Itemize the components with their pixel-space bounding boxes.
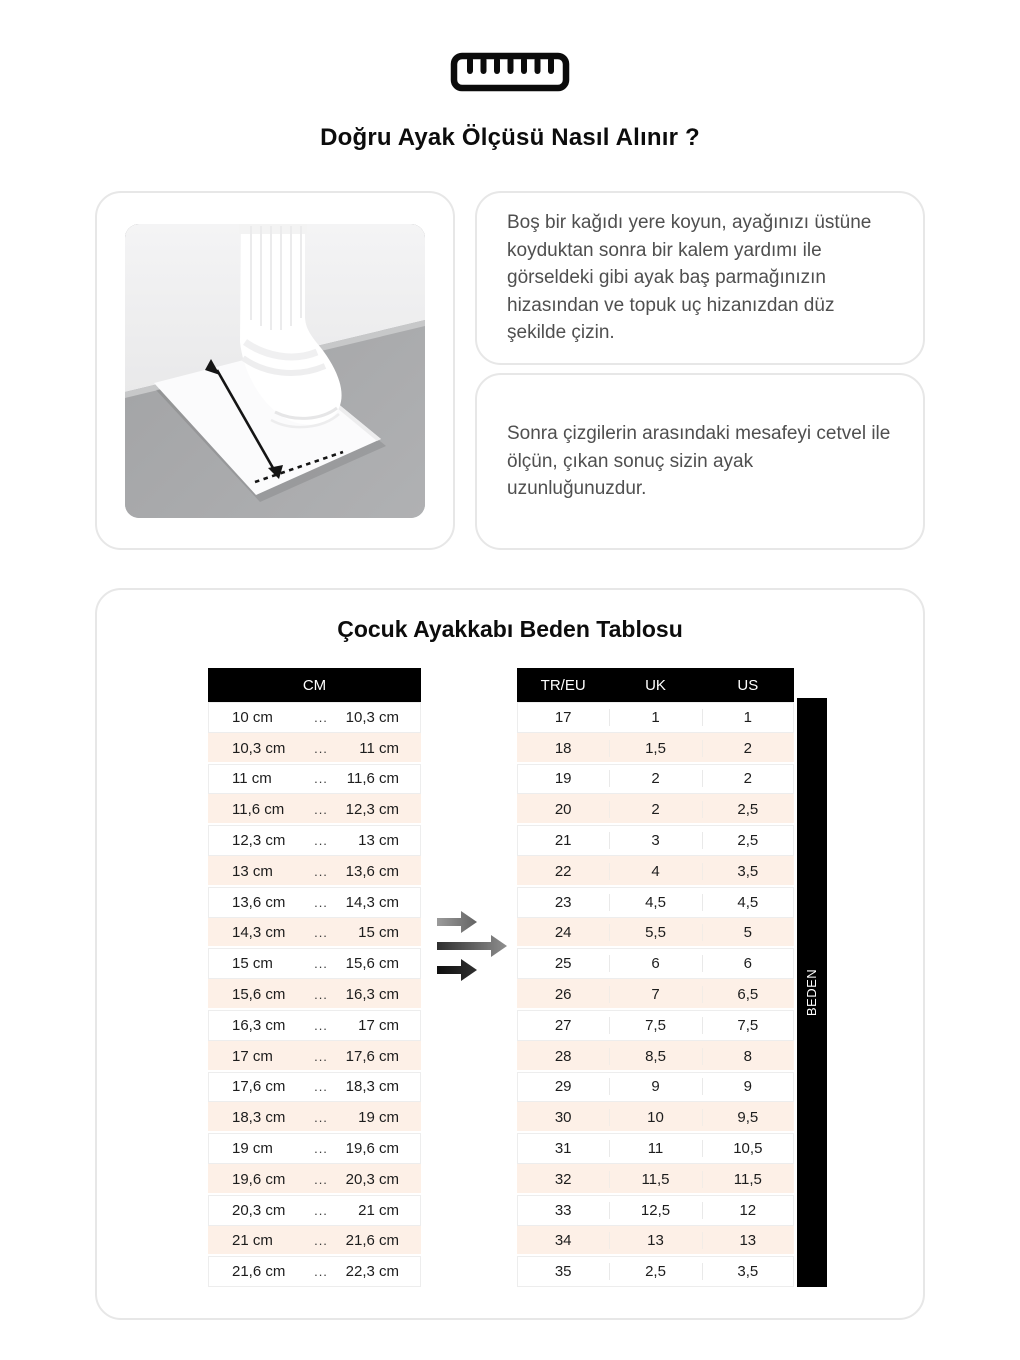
cm-table-row — [208, 1041, 421, 1072]
size-us: 10,5 — [702, 1140, 794, 1157]
cm-to: 19 cm — [358, 1109, 399, 1127]
size-uk: 10 — [609, 1109, 701, 1126]
size-tr-eu: 21 — [554, 832, 572, 850]
instruction-step-2: Sonra çizgilerin arasındaki mesafeyi cetvel ile ölçün, çıkan sonuç sizin ayak uzunluğunuzdur. — [507, 423, 891, 500]
cm-to: 17,6 cm — [345, 1047, 399, 1065]
range-dots: ... — [314, 833, 328, 849]
size-table-row — [517, 1164, 794, 1195]
size-uk: 1 — [609, 709, 701, 726]
cm-from: 13 cm — [232, 862, 273, 880]
cm-to: 12,3 cm — [345, 801, 399, 819]
cm-to: 21 cm — [358, 1201, 399, 1219]
beden-side-bar — [797, 698, 827, 1287]
size-uk: 11 — [609, 1140, 701, 1157]
size-tr-eu: 20 — [554, 801, 572, 819]
size-tr-eu: 17 — [554, 708, 572, 726]
instruction-card-2 — [475, 373, 925, 550]
range-dots: ... — [314, 802, 328, 818]
cm-to: 18,3 cm — [345, 1078, 399, 1096]
cm-table-row — [208, 794, 421, 825]
cm-table-header — [208, 668, 421, 702]
foot-measurement-photo — [125, 224, 425, 518]
size-us: 11,5 — [702, 1171, 794, 1188]
size-header-uk: UK — [645, 676, 666, 694]
size-table-title: Çocuk Ayakkabı Beden Tablosu — [337, 616, 683, 642]
cm-from: 19 cm — [232, 1140, 273, 1158]
beden-label: BEDEN — [804, 968, 820, 1017]
cm-from: 21 cm — [232, 1232, 273, 1250]
size-uk: 12,5 — [609, 1202, 701, 1219]
size-us: 2,5 — [702, 832, 794, 849]
size-table-row — [517, 1041, 794, 1072]
size-uk: 13 — [609, 1232, 701, 1249]
instruction-step-1: Boş bir kağıdı yere koyun, ayağınızı üstüne koyduktan sonra bir kalem yardımı ile görseldeki gibi ayak baş parmağınızın hizasından ve topuk uç hizanızdan düz şekilde çizin. — [507, 212, 872, 344]
size-uk: 2 — [609, 770, 701, 787]
size-table-row — [517, 887, 794, 918]
size-tr-eu: 31 — [554, 1140, 572, 1158]
cm-to: 15 cm — [358, 924, 399, 942]
cm-table-row — [208, 1226, 421, 1257]
cm-from: 17 cm — [232, 1047, 273, 1065]
size-tr-eu: 24 — [554, 924, 572, 942]
cm-to: 19,6 cm — [345, 1140, 399, 1158]
convert-arrows-icon — [435, 908, 515, 989]
size-tr-eu: 32 — [554, 1170, 572, 1188]
range-dots: ... — [314, 709, 328, 725]
cm-to: 10,3 cm — [345, 708, 399, 726]
size-table-card — [95, 588, 925, 1320]
size-tr-eu: 22 — [554, 862, 572, 880]
cm-table-row — [208, 1010, 421, 1041]
size-uk: 2,5 — [609, 1263, 701, 1280]
size-tr-eu: 26 — [554, 986, 572, 1004]
size-us: 6,5 — [702, 986, 794, 1003]
size-tr-eu: 28 — [554, 1047, 572, 1065]
cm-table-row — [208, 1072, 421, 1103]
cm-to: 20,3 cm — [345, 1170, 399, 1188]
cm-table-row — [208, 1256, 421, 1287]
range-dots: ... — [314, 863, 328, 879]
size-uk: 11,5 — [609, 1171, 701, 1188]
size-tr-eu: 18 — [554, 739, 572, 757]
size-uk: 3 — [609, 832, 701, 849]
size-us: 1 — [702, 709, 794, 726]
size-header-us: US — [737, 676, 759, 694]
instruction-card-1 — [475, 191, 925, 365]
cm-table-row — [208, 702, 421, 733]
cm-table-row — [208, 979, 421, 1010]
ruler-icon — [0, 52, 1020, 92]
cm-from: 10,3 cm — [232, 739, 286, 757]
range-dots: ... — [314, 1048, 328, 1064]
size-us: 9,5 — [702, 1109, 794, 1126]
size-table-row — [517, 733, 794, 764]
size-tr-eu: 33 — [554, 1201, 572, 1219]
size-table-header — [517, 668, 794, 702]
size-tr-eu: 29 — [554, 1078, 572, 1096]
cm-to: 21,6 cm — [345, 1232, 399, 1250]
size-table-row — [517, 1195, 794, 1226]
cm-from: 17,6 cm — [232, 1078, 286, 1096]
size-tr-eu: 19 — [554, 770, 572, 788]
measurement-photo-card — [95, 191, 455, 550]
size-tr-eu: 25 — [554, 955, 572, 973]
size-table-row — [517, 825, 794, 856]
cm-table-row — [208, 733, 421, 764]
range-dots: ... — [314, 925, 328, 941]
size-table-row — [517, 764, 794, 795]
cm-table-body — [208, 702, 421, 1287]
cm-from: 11 cm — [232, 770, 272, 788]
size-uk: 9 — [609, 1078, 701, 1095]
cm-to: 11,6 cm — [346, 770, 399, 788]
size-table-row — [517, 1133, 794, 1164]
size-us: 13 — [702, 1232, 794, 1249]
size-uk: 1,5 — [609, 740, 701, 757]
range-dots: ... — [314, 894, 328, 910]
range-dots: ... — [314, 987, 328, 1003]
size-table-row — [517, 979, 794, 1010]
size-table-row — [517, 1010, 794, 1041]
size-uk: 2 — [609, 801, 701, 818]
cm-table-row — [208, 918, 421, 949]
size-tr-eu: 35 — [554, 1263, 572, 1281]
size-table-body — [517, 702, 794, 1287]
size-us: 8 — [702, 1048, 794, 1065]
range-dots: ... — [314, 1171, 328, 1187]
cm-to: 15,6 cm — [345, 955, 399, 973]
range-dots: ... — [314, 740, 328, 756]
size-table-row — [517, 794, 794, 825]
size-uk: 7,5 — [609, 1017, 701, 1034]
size-tr-eu: 23 — [554, 893, 572, 911]
size-tr-eu: 27 — [554, 1016, 572, 1034]
size-us: 2 — [702, 770, 794, 787]
size-header-tr-eu: TR/EU — [540, 676, 586, 694]
cm-to: 13,6 cm — [345, 862, 399, 880]
cm-from: 21,6 cm — [232, 1263, 286, 1281]
range-dots: ... — [314, 956, 328, 972]
size-table-row — [517, 1102, 794, 1133]
cm-to: 22,3 cm — [345, 1263, 399, 1281]
cm-from: 11,6 cm — [232, 801, 285, 819]
cm-table-row — [208, 856, 421, 887]
size-uk: 7 — [609, 986, 701, 1003]
cm-from: 18,3 cm — [232, 1109, 286, 1127]
size-table-row — [517, 918, 794, 949]
cm-from: 10 cm — [232, 708, 273, 726]
cm-from: 13,6 cm — [232, 893, 286, 911]
size-us: 12 — [702, 1202, 794, 1219]
size-us: 4,5 — [702, 894, 794, 911]
cm-to: 17 cm — [358, 1016, 399, 1034]
size-tr-eu: 34 — [554, 1232, 572, 1250]
range-dots: ... — [314, 1233, 328, 1249]
size-table-row — [517, 948, 794, 979]
cm-from: 15 cm — [232, 955, 273, 973]
size-table-row — [517, 1072, 794, 1103]
size-uk: 6 — [609, 955, 701, 972]
cm-from: 14,3 cm — [232, 924, 286, 942]
cm-table-row — [208, 825, 421, 856]
size-table-row — [517, 856, 794, 887]
range-dots: ... — [314, 1079, 328, 1095]
range-dots: ... — [314, 1017, 328, 1033]
cm-table-row — [208, 1102, 421, 1133]
size-table-row — [517, 702, 794, 733]
cm-to: 13 cm — [358, 832, 399, 850]
size-us: 3,5 — [702, 1263, 794, 1280]
size-us: 7,5 — [702, 1017, 794, 1034]
size-us: 2 — [702, 740, 794, 757]
cm-to: 14,3 cm — [345, 893, 399, 911]
size-table-row — [517, 1226, 794, 1257]
size-us: 3,5 — [702, 863, 794, 880]
size-us: 5 — [702, 924, 794, 941]
size-us: 6 — [702, 955, 794, 972]
size-conversion-table — [517, 668, 794, 1287]
size-uk: 5,5 — [609, 924, 701, 941]
cm-table-row — [208, 1164, 421, 1195]
size-table-row — [517, 1256, 794, 1287]
size-uk: 8,5 — [609, 1048, 701, 1065]
size-tr-eu: 30 — [554, 1109, 572, 1127]
cm-table-row — [208, 948, 421, 979]
size-us: 2,5 — [702, 801, 794, 818]
cm-from: 15,6 cm — [232, 986, 286, 1004]
cm-from: 20,3 cm — [232, 1201, 286, 1219]
cm-from: 12,3 cm — [232, 832, 286, 850]
cm-table-row — [208, 764, 421, 795]
cm-from: 19,6 cm — [232, 1170, 286, 1188]
cm-header-label: CM — [302, 676, 327, 694]
range-dots: ... — [314, 1141, 328, 1157]
size-uk: 4 — [609, 863, 701, 880]
range-dots: ... — [314, 1110, 328, 1126]
size-uk: 4,5 — [609, 894, 701, 911]
cm-table — [208, 668, 421, 1287]
cm-from: 16,3 cm — [232, 1016, 286, 1034]
size-us: 9 — [702, 1078, 794, 1095]
range-dots: ... — [314, 771, 328, 787]
range-dots: ... — [314, 1202, 328, 1218]
cm-table-row — [208, 1195, 421, 1226]
cm-table-row — [208, 1133, 421, 1164]
page-title: Doğru Ayak Ölçüsü Nasıl Alınır ? — [320, 124, 700, 151]
cm-table-row — [208, 887, 421, 918]
cm-to: 16,3 cm — [345, 986, 399, 1004]
range-dots: ... — [314, 1264, 328, 1280]
cm-to: 11 cm — [359, 739, 399, 757]
